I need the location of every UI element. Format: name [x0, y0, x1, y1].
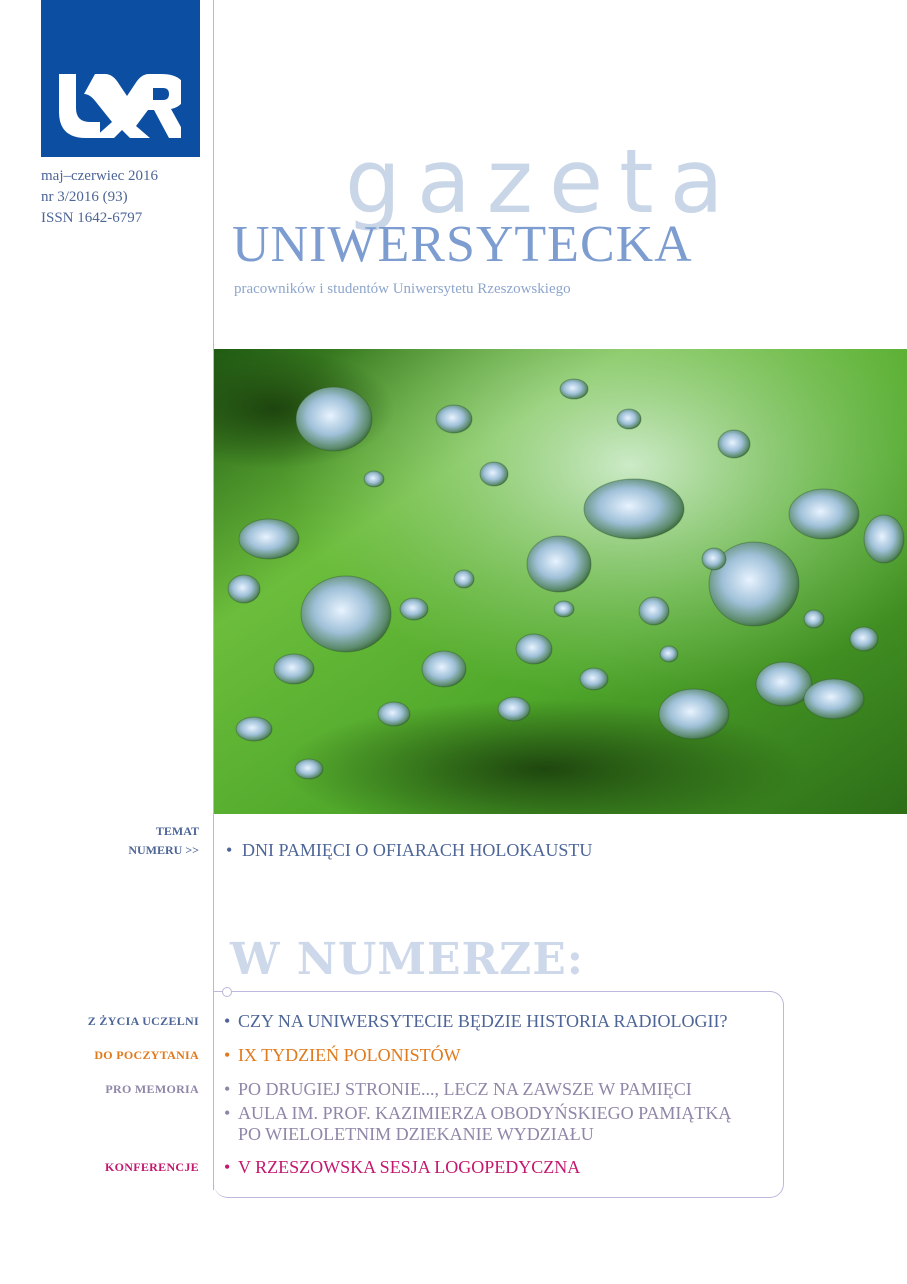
issue-info [41, 166, 158, 229]
temat-numeru-item [226, 840, 592, 861]
bullet: • [226, 840, 233, 860]
masthead-uniwersytecka: UNIWERSYTECKA [232, 216, 693, 273]
temat-item-text: DNI PAMIĘCI O OFIARACH HOLOKAUSTU [242, 840, 593, 860]
issue-date: maj–czerwiec 2016 [41, 168, 159, 184]
temat-numeru-label [128, 822, 199, 860]
cover-photo [214, 349, 907, 814]
contents-item: • IX TYDZIEŃ POLONISTÓW [224, 1045, 461, 1065]
issn: ISSN 1642-6797 [41, 210, 143, 226]
contents-item: PO WIELOLETNIM DZIEKANIE WYDZIAŁU [238, 1124, 594, 1144]
section-label-pro-memoria: PRO MEMORIA [105, 1082, 199, 1096]
masthead-gazeta: gazeta [345, 130, 740, 233]
temat-label-line2: NUMERU >> [128, 843, 199, 857]
w-numerze-heading: W NUMERZE: [230, 934, 585, 985]
box-connector-dot [222, 987, 232, 997]
water-drops-leaf-image [214, 349, 907, 814]
issue-number: nr 3/2016 (93) [41, 189, 128, 205]
contents-item: • PO DRUGIEJ STRONIE..., LECZ NA ZAWSZE W PAMIĘCI [224, 1079, 692, 1099]
contents-item: • AULA IM. PROF. KAZIMIERZA OBODYŃSKIEGO PAMIĄTKĄ [224, 1103, 732, 1123]
section-label-do-poczytania: DO POCZYTANIA [94, 1048, 199, 1062]
masthead-subtitle: pracowników i studentów Uniwersytetu Rzeszowskiego [234, 281, 571, 297]
temat-label-line1: TEMAT [155, 824, 199, 838]
university-logo [41, 0, 200, 157]
section-label-konferencje: KONFERENCJE [105, 1160, 199, 1174]
section-label-z-zycia-uczelni: Z ŻYCIA UCZELNI [87, 1014, 199, 1028]
contents-item: • CZY NA UNIWERSYTECIE BĘDZIE HISTORIA RADIOLOGII? [224, 1011, 728, 1031]
contents-item: • V RZESZOWSKA SESJA LOGOPEDYCZNA [224, 1157, 581, 1177]
ur-logo-icon [59, 74, 181, 138]
